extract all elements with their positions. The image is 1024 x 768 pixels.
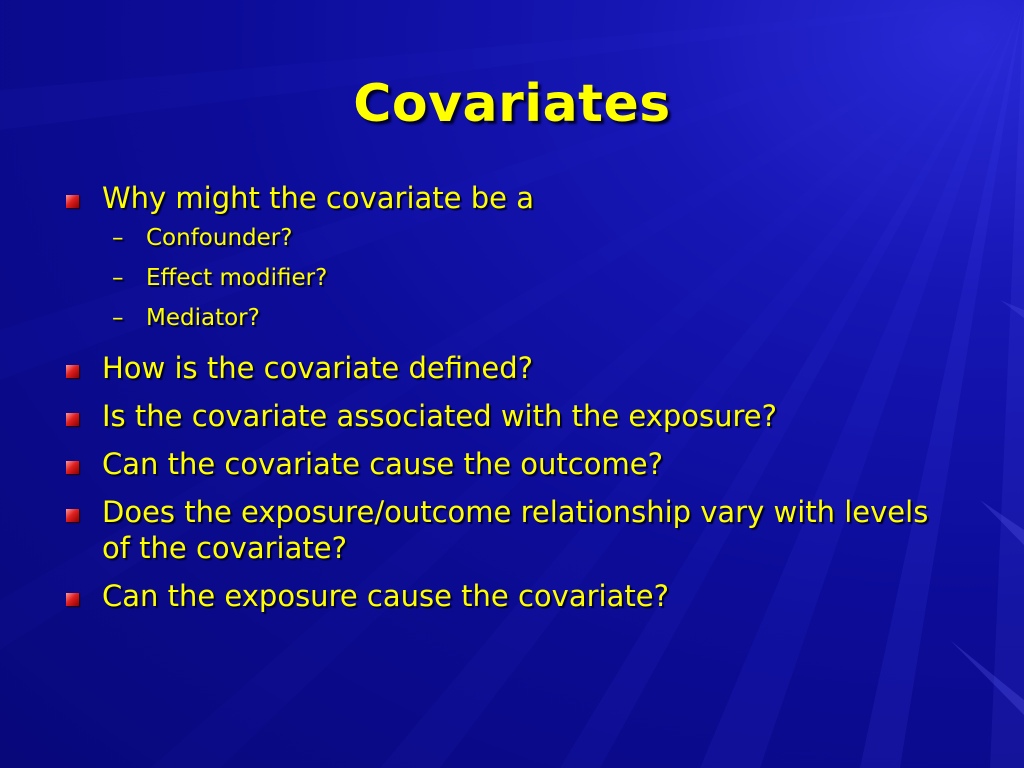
- bullet-text: How is the covariate defined?: [102, 351, 534, 385]
- sub-bullet-text: Effect modifier?: [146, 265, 328, 291]
- red-square-bullet-icon: [66, 413, 79, 426]
- sub-bullet-item: [106, 298, 962, 338]
- bullet-item: [62, 446, 962, 482]
- red-square-bullet-icon: [66, 593, 79, 606]
- sub-bullet-list: [106, 218, 962, 338]
- bullet-list: [62, 180, 962, 626]
- dash-marker: –: [112, 265, 124, 291]
- red-square-bullet-icon: [66, 461, 79, 474]
- sub-bullet-item: [106, 218, 962, 258]
- dash-marker: –: [112, 305, 124, 331]
- red-square-bullet-icon: [66, 509, 79, 522]
- red-square-bullet-icon: [66, 365, 79, 378]
- sub-bullet-text: Confounder?: [146, 225, 293, 251]
- bullet-text: Can the exposure cause the covariate?: [102, 579, 669, 613]
- bullet-text: Can the covariate cause the outcome?: [102, 447, 663, 481]
- bullet-item: [62, 578, 962, 614]
- bullet-item: [62, 398, 962, 434]
- bullet-text: Is the covariate associated with the exposure?: [102, 399, 778, 433]
- bullet-item: [62, 180, 962, 338]
- bullet-item: [62, 494, 962, 566]
- slide-title: Covariates: [353, 74, 671, 134]
- bullet-item: [62, 350, 962, 386]
- sub-bullet-item: [106, 258, 962, 298]
- red-square-bullet-icon: [66, 195, 79, 208]
- dash-marker: –: [112, 225, 124, 251]
- bullet-text: Does the exposure/outcome relationship vary with levels of the covariate?: [102, 495, 929, 565]
- sub-bullet-text: Mediator?: [146, 305, 260, 331]
- bullet-text: Why might the covariate be a: [102, 181, 534, 215]
